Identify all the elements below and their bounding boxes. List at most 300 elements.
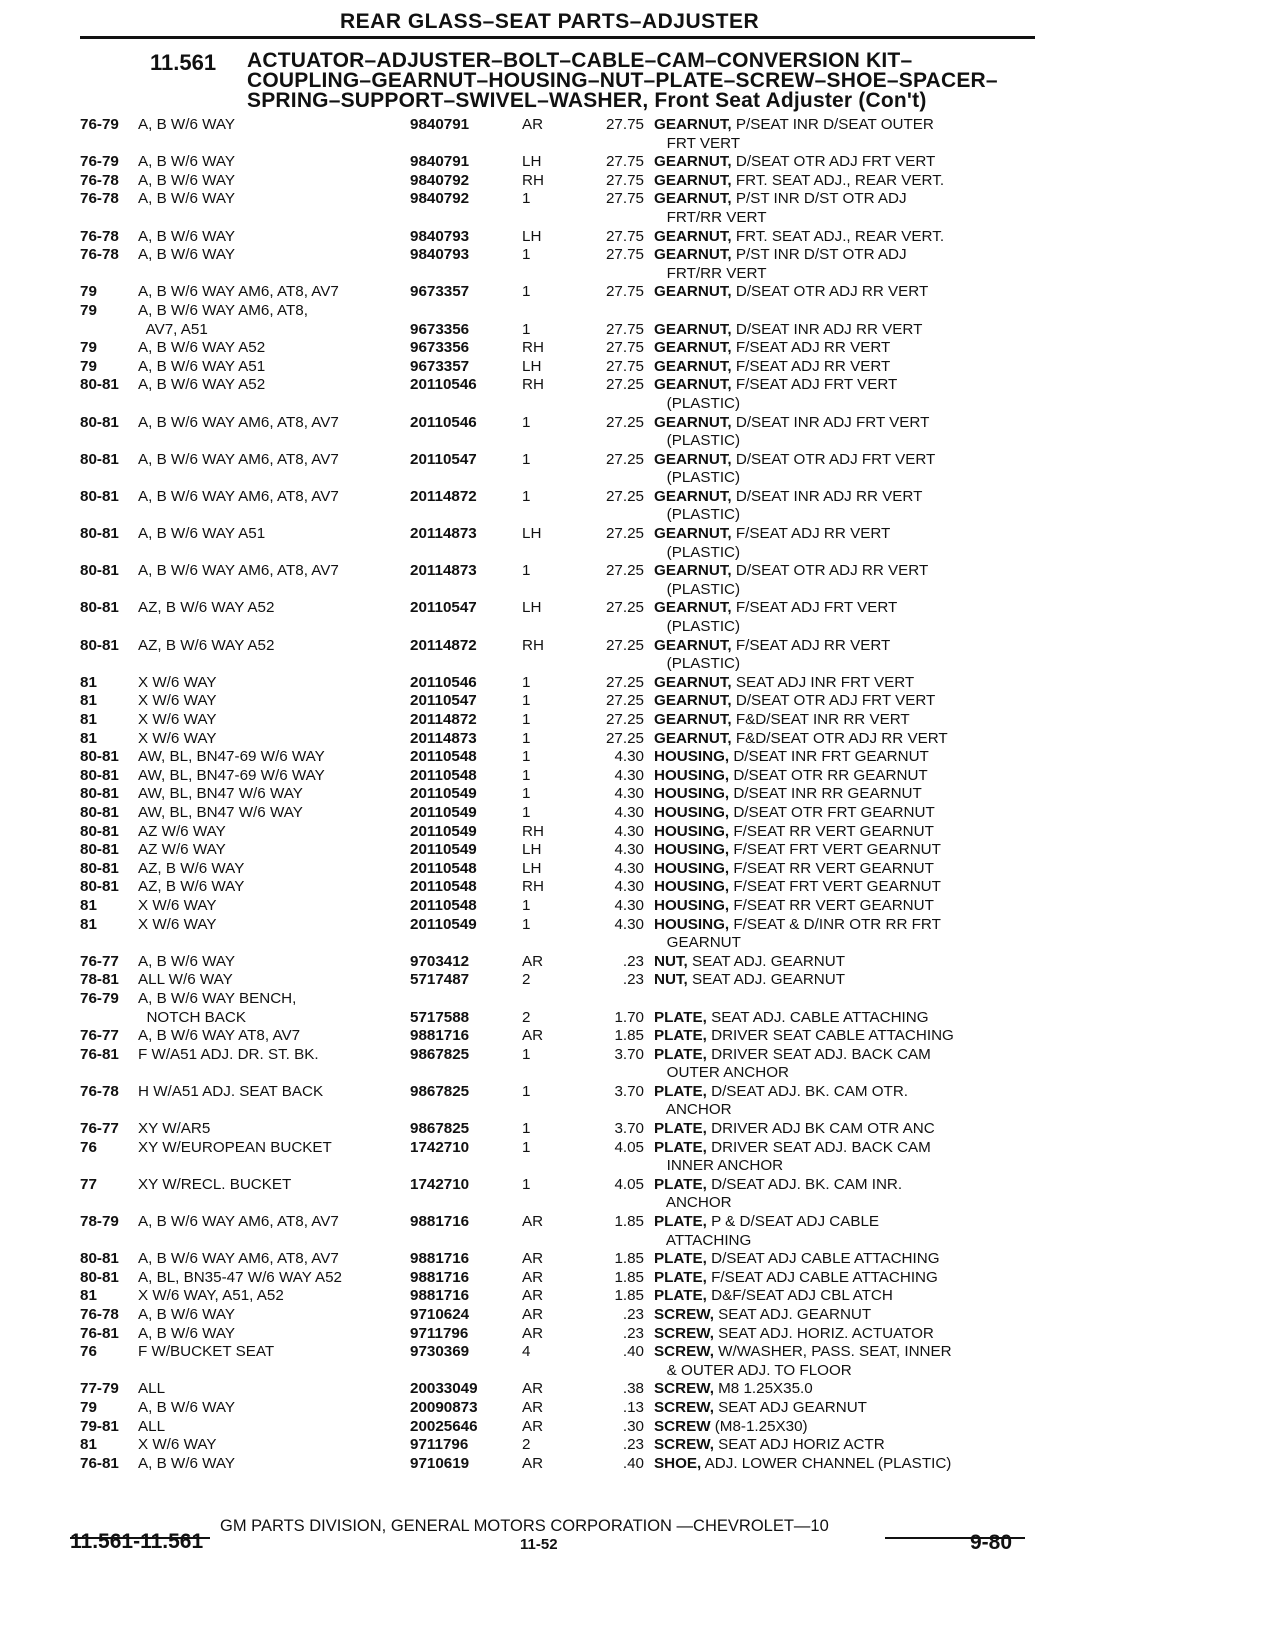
model-years: 80-81: [80, 1250, 119, 1268]
model-years: 79: [80, 339, 97, 357]
part-row: [80, 1213, 1040, 1232]
part-number: 20110549: [410, 841, 477, 859]
quantity: 1: [522, 729, 531, 747]
part-name-detail: F/SEAT ADJ FRT VERT: [731, 599, 898, 617]
part-name: [654, 469, 1014, 488]
part-name: [654, 655, 1014, 674]
part-row: [80, 599, 1040, 618]
part-name: [654, 246, 1014, 265]
application: A, B W/6 WAY AM6, AT8, AV7: [138, 450, 339, 468]
part-row: [80, 525, 1040, 544]
part-name: [654, 637, 1014, 656]
part-row: [80, 581, 1040, 600]
part-row: [80, 637, 1040, 656]
part-name-keyword: HOUSING,: [654, 748, 730, 766]
part-name-keyword: GEARNUT,: [654, 190, 732, 208]
application: ALL: [138, 1380, 166, 1398]
price: 27.75: [605, 190, 644, 208]
part-name-keyword: HOUSING,: [654, 878, 730, 896]
price: .23: [622, 1436, 644, 1454]
price: 4.30: [614, 878, 644, 896]
price: 3.70: [614, 1120, 644, 1138]
quantity: RH: [522, 376, 544, 394]
part-name-detail: ANCHOR: [654, 1194, 732, 1212]
price: .23: [622, 1306, 644, 1323]
part-name-keyword: HOUSING,: [654, 859, 730, 877]
application: A, B W/6 WAY: [138, 227, 236, 245]
part-row: [80, 655, 1040, 674]
part-name-keyword: PLATE,: [654, 1138, 707, 1156]
application: AW, BL, BN47 W/6 WAY: [138, 803, 303, 821]
part-number: 20025646: [410, 1417, 478, 1435]
model-years: 76-77: [80, 952, 119, 970]
model-years: 80-81: [80, 487, 119, 505]
part-name-detail: P & D/SEAT ADJ CABLE: [706, 1213, 880, 1231]
quantity: AR: [522, 1417, 544, 1435]
quantity: AR: [522, 1398, 544, 1416]
part-name: [654, 228, 1014, 247]
part-name-keyword: NUT,: [654, 952, 688, 970]
model-years: 76-78: [80, 190, 119, 208]
part-name: [654, 767, 1014, 786]
part-name-keyword: HOUSING,: [654, 766, 730, 784]
application: XY W/RECL. BUCKET: [138, 1175, 292, 1193]
part-row: [80, 1306, 1040, 1325]
part-row: [80, 302, 1040, 321]
quantity: RH: [522, 171, 544, 189]
part-row: [80, 265, 1040, 284]
parts-list: [80, 116, 1040, 1473]
application: A, B W/6 WAY AT8, AV7: [138, 1027, 301, 1045]
part-row: [80, 674, 1040, 693]
model-years: 80-81: [80, 803, 119, 821]
part-row: [80, 1362, 1040, 1381]
part-row: [80, 190, 1040, 209]
price: 4.30: [614, 841, 644, 859]
part-row: [80, 692, 1040, 711]
part-number: 9703412: [410, 952, 470, 970]
price: 27.25: [605, 562, 644, 580]
part-name-keyword: GEARNUT,: [654, 153, 732, 171]
model-years: 80-81: [80, 785, 119, 803]
model-years: 80-81: [80, 1268, 119, 1286]
application: A, B W/6 WAY A52: [138, 339, 266, 357]
part-number: 20110548: [410, 896, 477, 914]
quantity: AR: [522, 952, 544, 970]
part-row: [80, 990, 1040, 1009]
part-name-detail: SEAT ADJ. GEARNUT: [713, 1306, 872, 1323]
application: A, B W/6 WAY: [138, 1324, 236, 1342]
part-name: [654, 1325, 1014, 1344]
application: X W/6 WAY: [138, 915, 217, 933]
application: AZ, B W/6 WAY: [138, 878, 245, 896]
part-row: [80, 1455, 1040, 1474]
part-name-keyword: SCREW,: [654, 1398, 714, 1416]
part-number: 9867825: [410, 1045, 470, 1063]
quantity: LH: [522, 357, 542, 375]
part-name-keyword: GEARNUT,: [654, 673, 732, 691]
model-years: 80-81: [80, 748, 119, 766]
part-row: [80, 1101, 1040, 1120]
price: 4.05: [614, 1138, 644, 1156]
part-row: [80, 488, 1040, 507]
price: .13: [622, 1398, 644, 1416]
price: 27.75: [605, 320, 644, 338]
part-row: [80, 897, 1040, 916]
application: A, B W/6 WAY AM6, AT8, AV7: [138, 1250, 339, 1268]
part-number: 9710619: [410, 1454, 470, 1472]
part-name: [654, 1362, 1014, 1381]
part-name: [654, 1269, 1014, 1288]
part-name: [654, 860, 1014, 879]
part-row: [80, 934, 1040, 953]
part-name-keyword: PLATE,: [654, 1250, 707, 1268]
part-name: [654, 1213, 1014, 1232]
part-row: [80, 785, 1040, 804]
part-name-detail: F/SEAT & D/INR OTR RR FRT: [729, 915, 941, 933]
quantity: AR: [522, 1287, 544, 1305]
part-name-detail: SEAT ADJ. CABLE ATTACHING: [706, 1008, 929, 1026]
part-number: 20110546: [410, 376, 477, 394]
footer-page-number: 11-52: [520, 1536, 558, 1553]
part-number: 20114873: [410, 525, 477, 543]
application: F W/A51 ADJ. DR. ST. BK.: [138, 1045, 319, 1063]
page-header-title: REAR GLASS–SEAT PARTS–ADJUSTER: [340, 10, 760, 33]
part-name-detail: FRT. SEAT ADJ., REAR VERT.: [731, 227, 945, 245]
price: 27.25: [605, 673, 644, 691]
part-number: 20110546: [410, 673, 477, 691]
part-name: [654, 916, 1014, 935]
part-name-keyword: HOUSING,: [654, 896, 730, 914]
part-name: [654, 599, 1014, 618]
part-number: 9840793: [410, 227, 470, 245]
model-years: 79-81: [80, 1417, 119, 1435]
part-name: [654, 1250, 1014, 1269]
part-row: [80, 1250, 1040, 1269]
part-row: [80, 748, 1040, 767]
price: 4.30: [614, 803, 644, 821]
part-name-detail: ANCHOR: [654, 1101, 732, 1119]
part-number: 20114873: [410, 729, 477, 747]
part-row: [80, 1009, 1040, 1028]
quantity: 1: [522, 1138, 531, 1156]
part-row: [80, 1194, 1040, 1213]
model-years: 80-81: [80, 822, 119, 840]
quantity: LH: [522, 227, 542, 245]
part-name-detail: GEARNUT: [654, 934, 741, 952]
part-name-detail: (PLASTIC): [654, 655, 741, 673]
quantity: 1: [522, 803, 531, 821]
part-row: [80, 1325, 1040, 1344]
part-name-detail: SEAT ADJ GEARNUT: [713, 1398, 867, 1416]
price: 4.30: [614, 785, 644, 803]
part-name-keyword: GEARNUT,: [654, 599, 732, 617]
quantity: AR: [522, 1268, 544, 1286]
part-name-keyword: NUT,: [654, 971, 688, 989]
application: A, B W/6 WAY: [138, 246, 236, 264]
part-name-detail: SEAT ADJ. GEARNUT: [687, 952, 845, 970]
part-name-detail: ATTACHING: [654, 1231, 752, 1249]
part-name: [654, 451, 1014, 470]
part-row: [80, 116, 1040, 135]
part-name-detail: D/SEAT OTR ADJ FRT VERT: [731, 153, 936, 171]
quantity: 2: [522, 1008, 531, 1026]
part-row: [80, 358, 1040, 377]
part-name-detail: FRT/RR VERT: [654, 264, 767, 282]
price: 1.85: [614, 1213, 644, 1231]
model-years: 76-81: [80, 1454, 119, 1472]
part-number: 9711796: [410, 1436, 469, 1454]
application: ALL W/6 WAY: [138, 971, 233, 989]
part-name-keyword: GEARNUT,: [654, 357, 732, 375]
price: 27.75: [605, 246, 644, 264]
part-number: 9710624: [410, 1306, 470, 1323]
part-number: 9840792: [410, 171, 470, 189]
part-number: 20110549: [410, 785, 477, 803]
model-years: 76-78: [80, 227, 119, 245]
part-name-detail: (PLASTIC): [654, 432, 741, 450]
part-row: [80, 1139, 1040, 1158]
application: A, B W/6 WAY AM6, AT8, AV7: [138, 283, 339, 301]
part-name-detail: FRT/RR VERT: [654, 208, 767, 226]
part-name-detail: DRIVER ADJ BK CAM OTR ANC: [706, 1120, 935, 1138]
part-name-keyword: SHOE,: [654, 1454, 702, 1472]
part-name: [654, 823, 1014, 842]
part-name: [654, 1287, 1014, 1306]
quantity: AR: [522, 1380, 544, 1398]
part-name-detail: D/SEAT OTR ADJ RR VERT: [731, 283, 929, 301]
part-name: [654, 172, 1014, 191]
part-name: [654, 209, 1014, 228]
part-number: 20110548: [410, 878, 477, 896]
quantity: 1: [522, 692, 531, 710]
model-years: 76-77: [80, 1027, 119, 1045]
part-name: [654, 358, 1014, 377]
part-name: [654, 878, 1014, 897]
part-number: 20110547: [410, 450, 477, 468]
application: XY W/EUROPEAN BUCKET: [138, 1138, 332, 1156]
part-name-detail: D/SEAT OTR RR GEARNUT: [729, 766, 928, 784]
application: A, B W/6 WAY: [138, 190, 236, 208]
part-name-keyword: GEARNUT,: [654, 227, 732, 245]
header-rule: [80, 36, 1035, 39]
part-row: [80, 1436, 1040, 1455]
part-name-detail: & OUTER ADJ. TO FLOOR: [654, 1361, 852, 1379]
part-number: 9673356: [410, 339, 470, 357]
part-number: 9673357: [410, 357, 470, 375]
part-name-keyword: PLATE,: [654, 1045, 707, 1063]
quantity: 1: [522, 413, 531, 431]
part-name: [654, 1232, 1014, 1251]
quantity: 1: [522, 673, 531, 691]
quantity: LH: [522, 859, 542, 877]
model-years: 77-79: [80, 1380, 119, 1398]
part-number: 20033049: [410, 1380, 478, 1398]
part-number: 9881716: [410, 1027, 470, 1045]
price: 27.25: [605, 487, 644, 505]
part-name: [654, 414, 1014, 433]
part-name-keyword: SCREW,: [654, 1343, 714, 1361]
part-name: [654, 1009, 1014, 1028]
quantity: AR: [522, 1324, 544, 1342]
price: 4.05: [614, 1175, 644, 1193]
part-name: [654, 1306, 1014, 1325]
part-name: [654, 692, 1014, 711]
part-number: 9730369: [410, 1343, 470, 1361]
part-name: [654, 1399, 1014, 1418]
part-name-keyword: PLATE,: [654, 1027, 707, 1045]
model-years: 81: [80, 1436, 97, 1454]
part-row: [80, 135, 1040, 154]
part-name: [654, 934, 1014, 953]
part-row: [80, 971, 1040, 990]
part-name-keyword: GEARNUT,: [654, 246, 732, 264]
quantity: 1: [522, 320, 531, 338]
part-name-detail: F/SEAT FRT VERT GEARNUT: [729, 841, 941, 859]
price: 4.30: [614, 859, 644, 877]
application: A, B W/6 WAY AM6, AT8, AV7: [138, 413, 339, 431]
part-row: [80, 953, 1040, 972]
part-name: [654, 1176, 1014, 1195]
part-name: [654, 283, 1014, 302]
part-name-detail: (PLASTIC): [654, 543, 741, 561]
part-row: [80, 1343, 1040, 1362]
part-name: [654, 581, 1014, 600]
part-row: [80, 1399, 1040, 1418]
model-years: 81: [80, 692, 97, 710]
part-row: [80, 432, 1040, 451]
model-years: 76-77: [80, 1120, 119, 1138]
quantity: AR: [522, 1213, 544, 1231]
model-years: 80-81: [80, 878, 119, 896]
part-row: [80, 544, 1040, 563]
price: 27.75: [605, 116, 644, 133]
model-years: 80-81: [80, 376, 119, 394]
application: A, B W/6 WAY A52: [138, 376, 266, 394]
part-name: [654, 1418, 1014, 1437]
part-row: [80, 823, 1040, 842]
part-name-detail: OUTER ANCHOR: [654, 1064, 790, 1082]
part-name-keyword: HOUSING,: [654, 841, 730, 859]
group-title: [247, 51, 1047, 111]
group-code: 11.561: [150, 50, 217, 75]
part-number: 9867825: [410, 1082, 470, 1100]
application: A, B W/6 WAY: [138, 116, 236, 133]
part-name: [654, 339, 1014, 358]
part-number: 9881716: [410, 1213, 470, 1231]
part-name-keyword: GEARNUT,: [654, 525, 732, 543]
price: .23: [622, 952, 644, 970]
part-name-keyword: SCREW,: [654, 1324, 714, 1342]
part-name-keyword: GEARNUT,: [654, 320, 732, 338]
part-row: [80, 1232, 1040, 1251]
part-name-keyword: GEARNUT,: [654, 487, 732, 505]
part-name-detail: (PLASTIC): [654, 506, 741, 524]
part-name: [654, 135, 1014, 154]
part-number: 9840791: [410, 153, 470, 171]
part-name: [654, 488, 1014, 507]
application: X W/6 WAY: [138, 673, 217, 691]
part-name-keyword: GEARNUT,: [654, 562, 732, 580]
part-row: [80, 339, 1040, 358]
part-number: 20110547: [410, 599, 477, 617]
part-name-keyword: SCREW,: [654, 1306, 714, 1323]
quantity: 1: [522, 1175, 531, 1193]
part-name-keyword: PLATE,: [654, 1175, 707, 1193]
part-number: 9840793: [410, 246, 470, 264]
part-name-detail: W/WASHER, PASS. SEAT, INNER: [713, 1343, 952, 1361]
price: 4.30: [614, 766, 644, 784]
part-row: [80, 860, 1040, 879]
part-name: [654, 1343, 1014, 1362]
part-name-keyword: SCREW,: [654, 1380, 714, 1398]
part-row: [80, 730, 1040, 749]
price: 3.70: [614, 1082, 644, 1100]
part-name-keyword: GEARNUT,: [654, 711, 732, 728]
model-years: 79: [80, 301, 97, 319]
part-name-detail: F/SEAT RR VERT GEARNUT: [729, 859, 934, 877]
quantity: LH: [522, 599, 542, 617]
model-years: 77: [80, 1175, 97, 1193]
part-name-detail: F/SEAT ADJ RR VERT: [731, 525, 891, 543]
application: ALL: [138, 1417, 166, 1435]
price: 27.75: [605, 339, 644, 357]
application: A, BL, BN35-47 W/6 WAY A52: [138, 1268, 342, 1286]
part-number: 9867825: [410, 1120, 470, 1138]
part-row: [80, 376, 1040, 395]
part-name-detail: F/SEAT ADJ RR VERT: [731, 357, 891, 375]
part-row: [80, 1046, 1040, 1065]
part-number: 20114872: [410, 487, 477, 505]
part-name-detail: (PLASTIC): [654, 469, 741, 487]
quantity: 1: [522, 562, 531, 580]
price: 4.30: [614, 822, 644, 840]
part-name: [654, 618, 1014, 637]
quantity: RH: [522, 822, 544, 840]
application: A, B W/6 WAY: [138, 171, 236, 189]
part-name-keyword: PLATE,: [654, 1082, 707, 1100]
price: 1.70: [614, 1008, 644, 1026]
part-name-detail: F/SEAT RR VERT GEARNUT: [729, 822, 934, 840]
part-name-keyword: GEARNUT,: [654, 450, 732, 468]
model-years: 81: [80, 896, 97, 914]
model-years: 80-81: [80, 525, 119, 543]
part-name-keyword: GEARNUT,: [654, 116, 732, 133]
quantity: 1: [522, 896, 531, 914]
quantity: 1: [522, 1045, 531, 1063]
part-name-keyword: GEARNUT,: [654, 283, 732, 301]
model-years: 76-78: [80, 246, 119, 264]
part-name-keyword: GEARNUT,: [654, 376, 732, 394]
part-number: 20114872: [410, 711, 477, 728]
part-number: 20110548: [410, 766, 477, 784]
part-name: [654, 432, 1014, 451]
part-number: 9881716: [410, 1287, 470, 1305]
part-row: [80, 172, 1040, 191]
model-years: 80-81: [80, 766, 119, 784]
part-name: [654, 1083, 1014, 1102]
model-years: 76: [80, 1343, 97, 1361]
part-name: [654, 953, 1014, 972]
application: AV7, A51: [138, 320, 208, 338]
part-number: 5717588: [410, 1008, 470, 1026]
part-name-detail: F/SEAT ADJ CABLE ATTACHING: [706, 1268, 938, 1286]
application: F W/BUCKET SEAT: [138, 1343, 275, 1361]
application: X W/6 WAY: [138, 692, 217, 710]
part-number: 5717487: [410, 971, 470, 989]
application: X W/6 WAY: [138, 711, 217, 728]
part-name-detail: F/SEAT ADJ FRT VERT: [731, 376, 898, 394]
